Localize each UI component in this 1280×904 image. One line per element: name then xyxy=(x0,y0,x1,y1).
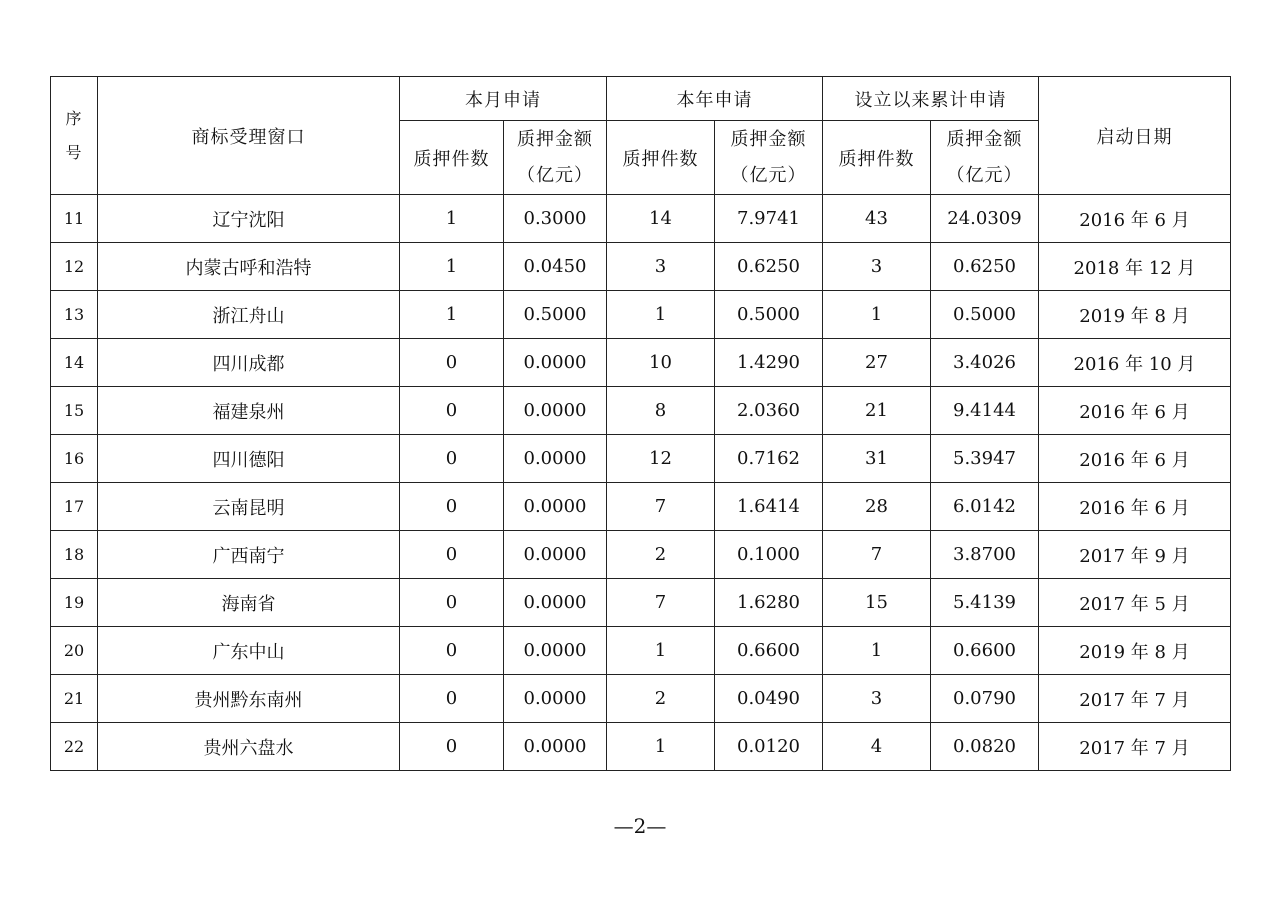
month-amount: 0.0000 xyxy=(504,627,607,675)
year-amount: 0.6250 xyxy=(715,243,823,291)
start-date: 2016 年 6 月 xyxy=(1039,483,1231,531)
year-count: 1 xyxy=(607,291,715,339)
month-amount: 0.5000 xyxy=(504,291,607,339)
year-amount: 0.0120 xyxy=(715,723,823,771)
month-amount: 0.0000 xyxy=(504,435,607,483)
header-year: 本年申请 xyxy=(607,77,823,121)
table-row xyxy=(51,627,1231,675)
start-date: 2019 年 8 月 xyxy=(1039,291,1231,339)
year-count: 7 xyxy=(607,483,715,531)
year-count: 2 xyxy=(607,531,715,579)
month-count: 1 xyxy=(400,291,504,339)
month-amount: 0.0000 xyxy=(504,675,607,723)
table-row xyxy=(51,483,1231,531)
total-amount: 3.4026 xyxy=(931,339,1039,387)
table-row xyxy=(51,723,1231,771)
month-amount: 0.0000 xyxy=(504,723,607,771)
year-count: 7 xyxy=(607,579,715,627)
header-total: 设立以来累计申请 xyxy=(823,77,1039,121)
header-month-count: 质押件数 xyxy=(400,121,504,195)
window-name: 四川成都 xyxy=(98,339,400,387)
month-count: 0 xyxy=(400,435,504,483)
total-count: 1 xyxy=(823,627,931,675)
row-number: 12 xyxy=(51,243,98,291)
start-date: 2018 年 12 月 xyxy=(1039,243,1231,291)
start-date: 2016 年 6 月 xyxy=(1039,435,1231,483)
window-name: 海南省 xyxy=(98,579,400,627)
row-number: 15 xyxy=(51,387,98,435)
month-amount: 0.0000 xyxy=(504,387,607,435)
start-date: 2016 年 6 月 xyxy=(1039,387,1231,435)
year-count: 14 xyxy=(607,195,715,243)
row-number: 20 xyxy=(51,627,98,675)
month-count: 0 xyxy=(400,531,504,579)
month-amount: 0.0450 xyxy=(504,243,607,291)
start-date: 2017 年 7 月 xyxy=(1039,723,1231,771)
header-amount-label: 质押金额 xyxy=(730,128,807,150)
table-row xyxy=(51,579,1231,627)
total-amount: 0.5000 xyxy=(931,291,1039,339)
year-amount: 0.0490 xyxy=(715,675,823,723)
total-amount: 5.3947 xyxy=(931,435,1039,483)
header-start: 启动日期 xyxy=(1039,77,1231,195)
table-row xyxy=(51,387,1231,435)
window-name: 四川德阳 xyxy=(98,435,400,483)
year-amount: 0.1000 xyxy=(715,531,823,579)
header-amount-unit: （亿元） xyxy=(730,164,807,186)
month-count: 0 xyxy=(400,339,504,387)
header-amount-label: 质押金额 xyxy=(946,128,1023,150)
pledge-table xyxy=(50,76,1231,771)
header-seq-label: 序号 xyxy=(65,108,83,162)
month-amount: 0.0000 xyxy=(504,579,607,627)
year-amount: 1.4290 xyxy=(715,339,823,387)
total-count: 3 xyxy=(823,675,931,723)
year-amount: 0.6600 xyxy=(715,627,823,675)
total-count: 31 xyxy=(823,435,931,483)
year-count: 3 xyxy=(607,243,715,291)
year-count: 8 xyxy=(607,387,715,435)
header-amount-unit: （亿元） xyxy=(517,164,593,186)
month-count: 1 xyxy=(400,243,504,291)
total-count: 28 xyxy=(823,483,931,531)
window-name: 福建泉州 xyxy=(98,387,400,435)
start-date: 2017 年 5 月 xyxy=(1039,579,1231,627)
year-count: 1 xyxy=(607,723,715,771)
header-year-amount xyxy=(715,121,823,195)
start-date: 2016 年 6 月 xyxy=(1039,195,1231,243)
table-row xyxy=(51,243,1231,291)
month-count: 0 xyxy=(400,723,504,771)
header-total-count: 质押件数 xyxy=(823,121,931,195)
table-row xyxy=(51,435,1231,483)
row-number: 22 xyxy=(51,723,98,771)
total-amount: 6.0142 xyxy=(931,483,1039,531)
start-date: 2017 年 7 月 xyxy=(1039,675,1231,723)
month-count: 0 xyxy=(400,387,504,435)
table-row xyxy=(51,339,1231,387)
total-amount: 24.0309 xyxy=(931,195,1039,243)
total-count: 21 xyxy=(823,387,931,435)
total-count: 3 xyxy=(823,243,931,291)
start-date: 2016 年 10 月 xyxy=(1039,339,1231,387)
month-count: 0 xyxy=(400,627,504,675)
window-name: 辽宁沈阳 xyxy=(98,195,400,243)
row-number: 21 xyxy=(51,675,98,723)
row-number: 19 xyxy=(51,579,98,627)
start-date: 2019 年 8 月 xyxy=(1039,627,1231,675)
window-name: 广西南宁 xyxy=(98,531,400,579)
year-count: 12 xyxy=(607,435,715,483)
month-amount: 0.3000 xyxy=(504,195,607,243)
window-name: 广东中山 xyxy=(98,627,400,675)
total-amount: 9.4144 xyxy=(931,387,1039,435)
total-amount: 5.4139 xyxy=(931,579,1039,627)
year-amount: 0.5000 xyxy=(715,291,823,339)
month-amount: 0.0000 xyxy=(504,531,607,579)
window-name: 贵州黔东南州 xyxy=(98,675,400,723)
window-name: 浙江舟山 xyxy=(98,291,400,339)
total-count: 1 xyxy=(823,291,931,339)
window-name: 贵州六盘水 xyxy=(98,723,400,771)
year-amount: 7.9741 xyxy=(715,195,823,243)
table-body xyxy=(51,195,1231,771)
window-name: 内蒙古呼和浩特 xyxy=(98,243,400,291)
start-date: 2017 年 9 月 xyxy=(1039,531,1231,579)
year-amount: 2.0360 xyxy=(715,387,823,435)
month-count: 0 xyxy=(400,483,504,531)
window-name: 云南昆明 xyxy=(98,483,400,531)
year-amount: 1.6414 xyxy=(715,483,823,531)
header-month: 本月申请 xyxy=(400,77,607,121)
header-seq xyxy=(51,77,98,195)
total-count: 43 xyxy=(823,195,931,243)
table-row xyxy=(51,675,1231,723)
total-count: 27 xyxy=(823,339,931,387)
month-count: 0 xyxy=(400,675,504,723)
total-count: 4 xyxy=(823,723,931,771)
header-window: 商标受理窗口 xyxy=(98,77,400,195)
row-number: 18 xyxy=(51,531,98,579)
month-count: 0 xyxy=(400,579,504,627)
row-number: 17 xyxy=(51,483,98,531)
table-row xyxy=(51,531,1231,579)
header-total-amount xyxy=(931,121,1039,195)
table-row xyxy=(51,291,1231,339)
total-count: 7 xyxy=(823,531,931,579)
total-amount: 0.6600 xyxy=(931,627,1039,675)
row-number: 14 xyxy=(51,339,98,387)
row-number: 16 xyxy=(51,435,98,483)
year-amount: 0.7162 xyxy=(715,435,823,483)
header-month-amount xyxy=(504,121,607,195)
month-amount: 0.0000 xyxy=(504,339,607,387)
month-count: 1 xyxy=(400,195,504,243)
total-amount: 0.0790 xyxy=(931,675,1039,723)
header-amount-label: 质押金额 xyxy=(517,128,593,150)
total-amount: 0.6250 xyxy=(931,243,1039,291)
year-amount: 1.6280 xyxy=(715,579,823,627)
total-amount: 3.8700 xyxy=(931,531,1039,579)
header-year-count: 质押件数 xyxy=(607,121,715,195)
year-count: 10 xyxy=(607,339,715,387)
page-number: —2— xyxy=(613,814,667,838)
header-amount-unit: （亿元） xyxy=(946,164,1023,186)
total-count: 15 xyxy=(823,579,931,627)
year-count: 2 xyxy=(607,675,715,723)
month-amount: 0.0000 xyxy=(504,483,607,531)
table-row xyxy=(51,195,1231,243)
row-number: 11 xyxy=(51,195,98,243)
total-amount: 0.0820 xyxy=(931,723,1039,771)
year-count: 1 xyxy=(607,627,715,675)
row-number: 13 xyxy=(51,291,98,339)
